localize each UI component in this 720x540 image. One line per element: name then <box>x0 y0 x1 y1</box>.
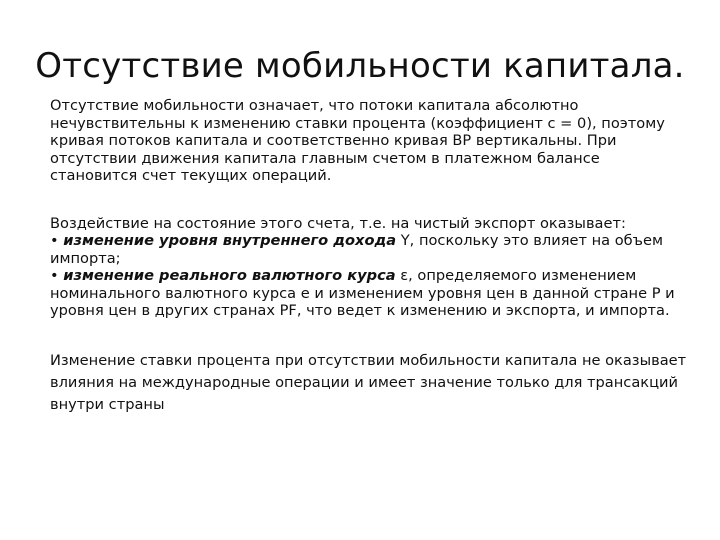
bullet-income <box>50 232 690 267</box>
paragraph-no-mobility: Отсутствие мобильности означает, что потоки капитала абсолютно нечувствительны к изменению ставки процента (коэффициент c = 0), поэтому кривая потоков капитала и соответственно кривая BP вертикальны. При отсутствии движения капитала главным счетом в платежном балансе становится счет текущих операций. <box>50 97 665 184</box>
bullet-marker: • <box>50 232 64 249</box>
bullet-exchange-rate <box>50 267 690 320</box>
bullet-exchange-rate-emphasis: изменение реального валютного курса <box>63 267 396 284</box>
bullet-marker: • <box>50 267 64 284</box>
slide-body <box>50 97 690 416</box>
bullet-exchange-rate-text: ε, определяемого изменением номинального валютного курса e и изменением уровня цен в данной стране P и уровня цен в других странах PF, что ведет к изменению и экспорта, и импорта. <box>50 267 675 319</box>
bullet-income-emphasis: изменение уровня внутреннего дохода <box>63 232 397 249</box>
paragraph-current-account-intro: Воздействие на состояние этого счета, т.е. на чистый экспорт оказывает: <box>50 214 626 232</box>
paragraph-interest-rate: Изменение ставки процента при отсутствии мобильности капитала не оказывает влияния на международные операции и имеет значение только для трансакций внутри страны <box>50 351 687 413</box>
bullet-income-text: Y, поскольку это влияет на объем импорта; <box>50 232 663 267</box>
slide-title: Отсутствие мобильности капитала. <box>35 46 685 86</box>
